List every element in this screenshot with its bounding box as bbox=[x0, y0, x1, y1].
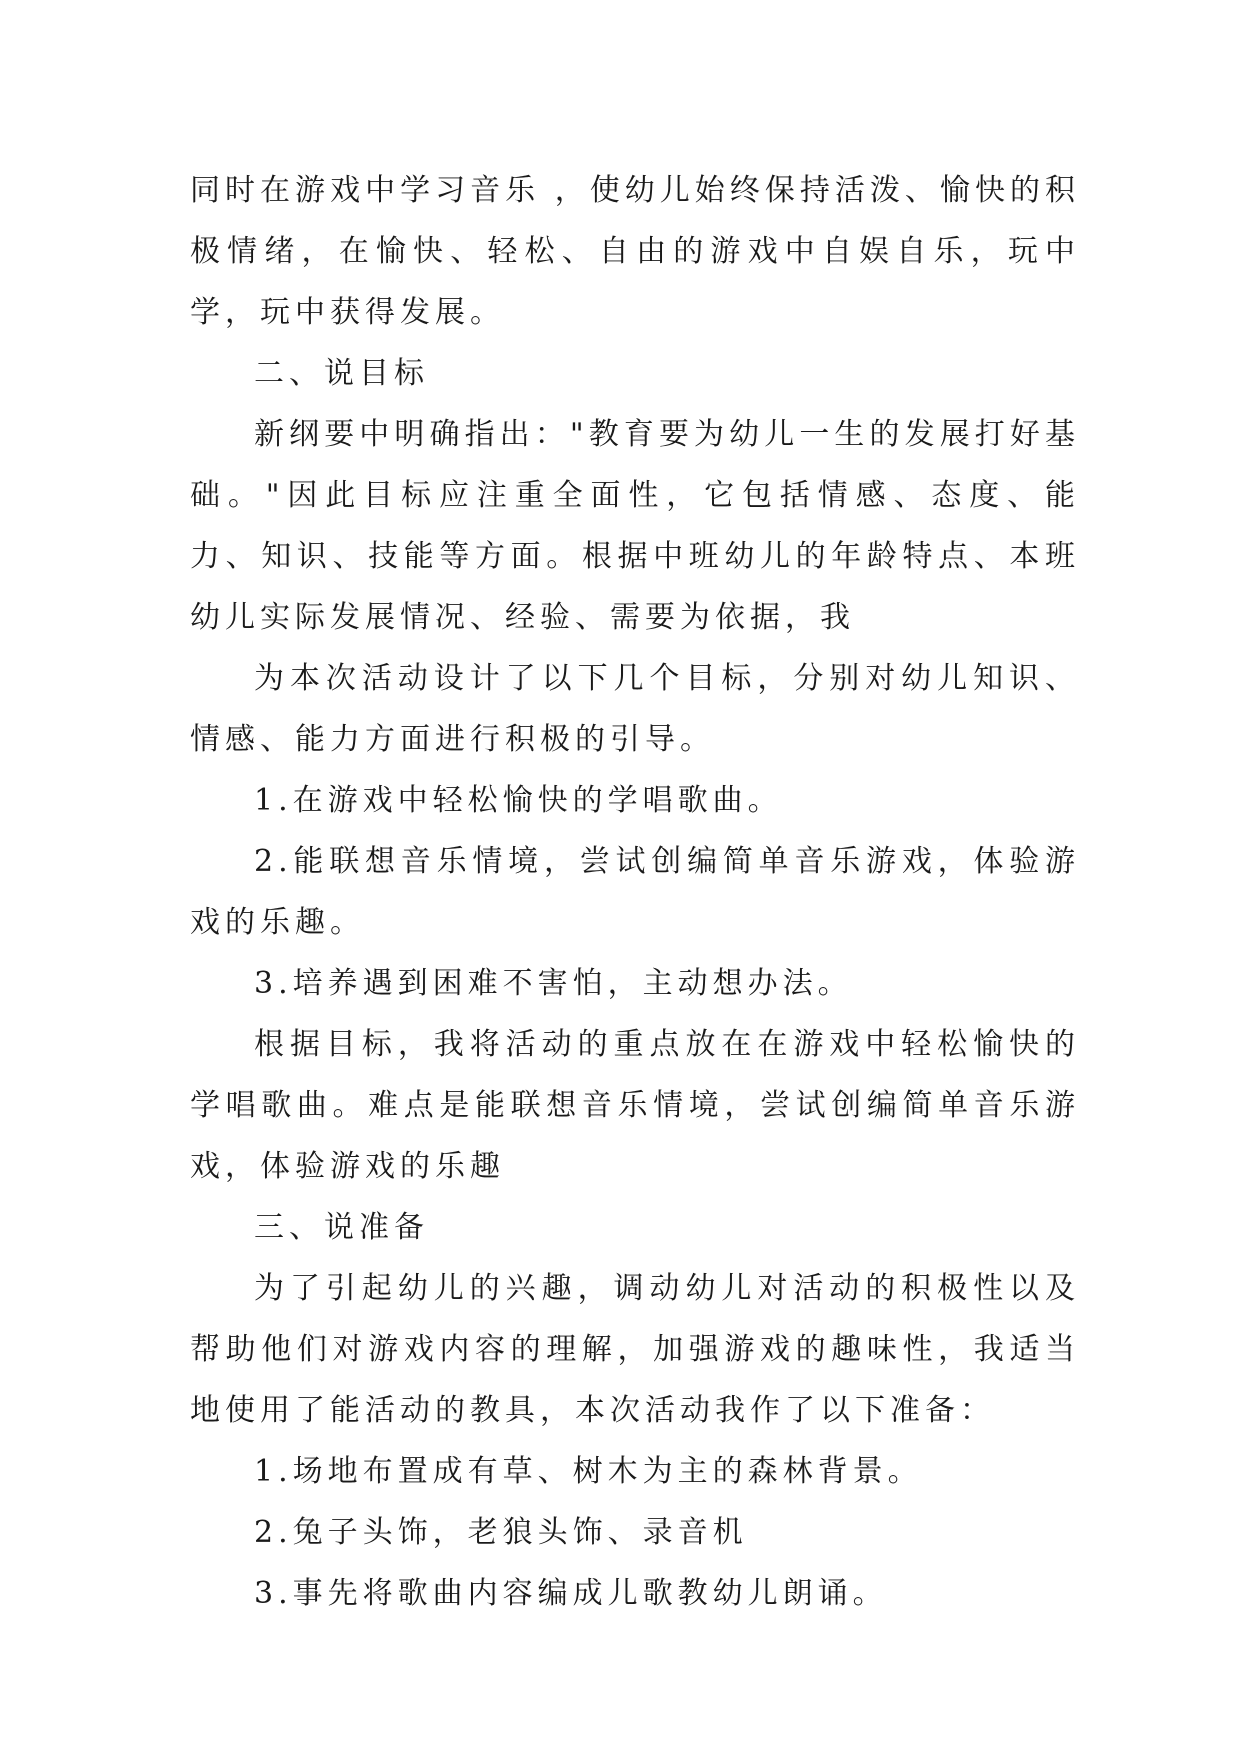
goal-item-2: 2.能联想音乐情境，尝试创编简单音乐游戏，体验游戏的乐趣。 bbox=[190, 844, 1080, 940]
paragraph-goals-design: 为本次活动设计了以下几个目标，分别对幼儿知识、情感、能力方面进行积极的引导。 bbox=[190, 661, 1080, 757]
preparation-item-2: 2.兔子头饰，老狼头饰、录音机 bbox=[254, 1515, 748, 1550]
paragraph-preparation-intro: 为了引起幼儿的兴趣，调动幼儿对活动的积极性以及帮助他们对游戏内容的理解，加强游戏的趣味性，我适当地使用了能活动的教具，本次活动我作了以下准备： bbox=[190, 1271, 1080, 1428]
paragraph-continued-intro: 同时在游戏中学习音乐 ，使幼儿始终保持活泼、愉快的积极情绪，在愉快、轻松、自由的游戏中自娱自乐，玩中学，玩中获得发展。 bbox=[190, 173, 1080, 330]
goal-item-3: 3.培养遇到困难不害怕，主动想办法。 bbox=[254, 966, 853, 1001]
paragraph-goals-rationale: 新纲要中明确指出："教育要为幼儿一生的发展打好基础。"因此目标应注重全面性，它包括情感、态度、能力、知识、技能等方面。根据中班幼儿的年龄特点、本班幼儿实际发展情况、经验、需要为依据，我 bbox=[190, 417, 1080, 635]
preparation-item-1: 1.场地布置成有草、树木为主的森林背景。 bbox=[254, 1454, 923, 1489]
paragraph-key-points: 根据目标，我将活动的重点放在在游戏中轻松愉快的学唱歌曲。难点是能联想音乐情境，尝试创编简单音乐游戏，体验游戏的乐趣 bbox=[190, 1027, 1080, 1184]
goal-item-1: 1.在游戏中轻松愉快的学唱歌曲。 bbox=[254, 783, 783, 818]
preparation-item-3: 3.事先将歌曲内容编成儿歌教幼儿朗诵。 bbox=[254, 1576, 888, 1611]
section-heading-preparation: 三、说准备 bbox=[254, 1210, 429, 1245]
section-heading-goals: 二、说目标 bbox=[254, 356, 429, 391]
document-body bbox=[190, 160, 1080, 1624]
